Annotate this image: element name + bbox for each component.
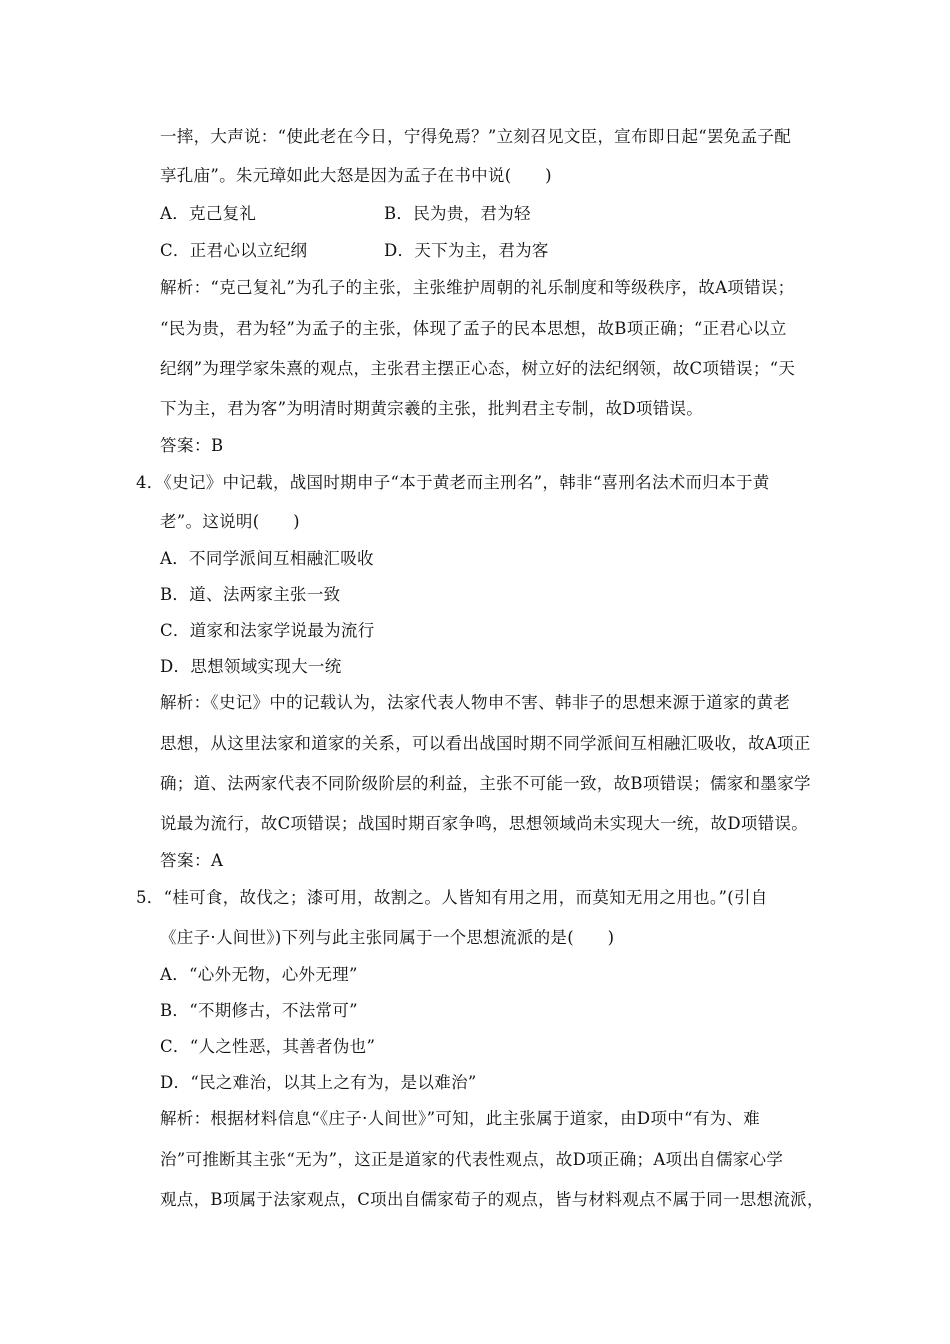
q4-stem-line-1: 4．《史记》中记载，战国时期申子“本于黄老而主刑名”，韩非“喜刑名法术而归本于黄: [136, 473, 770, 492]
q3-option-a: A．克己复礼: [160, 204, 257, 223]
q5-stem-line-1: 5．“桂可食，故伐之；漆可用，故割之。人皆知有用之用，而莫知无用之用也。”(引自: [136, 888, 768, 907]
q5-analysis-line-3: 观点，B项属于法家观点，C项出自儒家荀子的观点，皆与材料观点不属于同一思想流派，: [160, 1190, 824, 1209]
q4-analysis-line-1: 解析：《史记》中的记载认为，法家代表人物申不害、韩非子的思想来源于道家的黄老: [160, 693, 791, 712]
q3-analysis-line-4: 下为主，君为客”为明清时期黄宗羲的主张，批判君主专制，故D项错误。: [160, 399, 704, 418]
q3-option-d: D．天下为主，君为客: [384, 241, 549, 260]
q4-analysis-line-2: 思想，从这里法家和道家的关系，可以看出战国时期不同学派间互相融汇吸收，故A项正: [160, 734, 811, 753]
q3-analysis-line-3: 纪纲”为理学家朱熹的观点，主张君主摆正心态，树立好的法纪纲领，故C项错误；“天: [160, 359, 796, 378]
q4-option-c: C．道家和法家学说最为流行: [160, 621, 375, 640]
q5-stem-line-2: 《庄子·人间世》)下列与此主张同属于一个思想流派的是( ): [160, 928, 615, 947]
q3-answer: 答案：B: [160, 436, 224, 455]
q4-option-d: D．思想领域实现大一统: [160, 657, 342, 676]
q4-option-a: A．不同学派间互相融汇吸收: [160, 549, 374, 568]
q3-option-b: B．民为贵，君为轻: [384, 204, 531, 223]
q5-analysis-line-1: 解析：根据材料信息“《庄子·人间世》”可知，此主张属于道家，由D项中“有为、难: [160, 1109, 760, 1128]
q3-analysis-line-2: “民为贵，君为轻”为孟子的主张，体现了孟子的民本思想，故B项正确；“正君心以立: [160, 319, 787, 338]
q4-analysis-line-4: 说最为流行，故C项错误；战国时期百家争鸣，思想领域尚未实现大一统，故D项错误。: [160, 814, 809, 833]
q3-option-c: C．正君心以立纪纲: [160, 241, 308, 260]
q5-option-c: C．“人之性恶，其善者伪也”: [160, 1037, 376, 1056]
q5-option-d: D．“民之难治，以其上之有为，是以难治”: [160, 1073, 477, 1092]
q4-stem-line-2: 老”。这说明( ): [160, 512, 300, 531]
q3-analysis-line-1: 解析：“克己复礼”为孔子的主张，主张维护周朝的礼乐制度和等级秩序，故A项错误；: [160, 278, 795, 297]
q4-option-b: B．道、法两家主张一致: [160, 585, 341, 604]
q3-stem-line-1: 一摔，大声说：“使此老在今日，宁得免焉？”立刻召见文臣，宣布即日起“罢免孟子配: [160, 127, 792, 146]
q5-analysis-line-2: 治”可推断其主张“无为”，这正是道家的代表性观点，故D项正确；A项出自儒家心学: [160, 1150, 784, 1169]
q4-answer: 答案：A: [160, 851, 224, 870]
q3-stem-line-2: 享孔庙”。朱元璋如此大怒是因为孟子在书中说( ): [160, 166, 552, 185]
q5-option-b: B．“不期修古，不法常可”: [160, 1001, 358, 1020]
q5-option-a: A．“心外无物，心外无理”: [160, 965, 358, 984]
q4-analysis-line-3: 确；道、法两家代表不同阶级阶层的利益，主张不可能一致，故B项错误；儒家和墨家学: [160, 774, 811, 793]
